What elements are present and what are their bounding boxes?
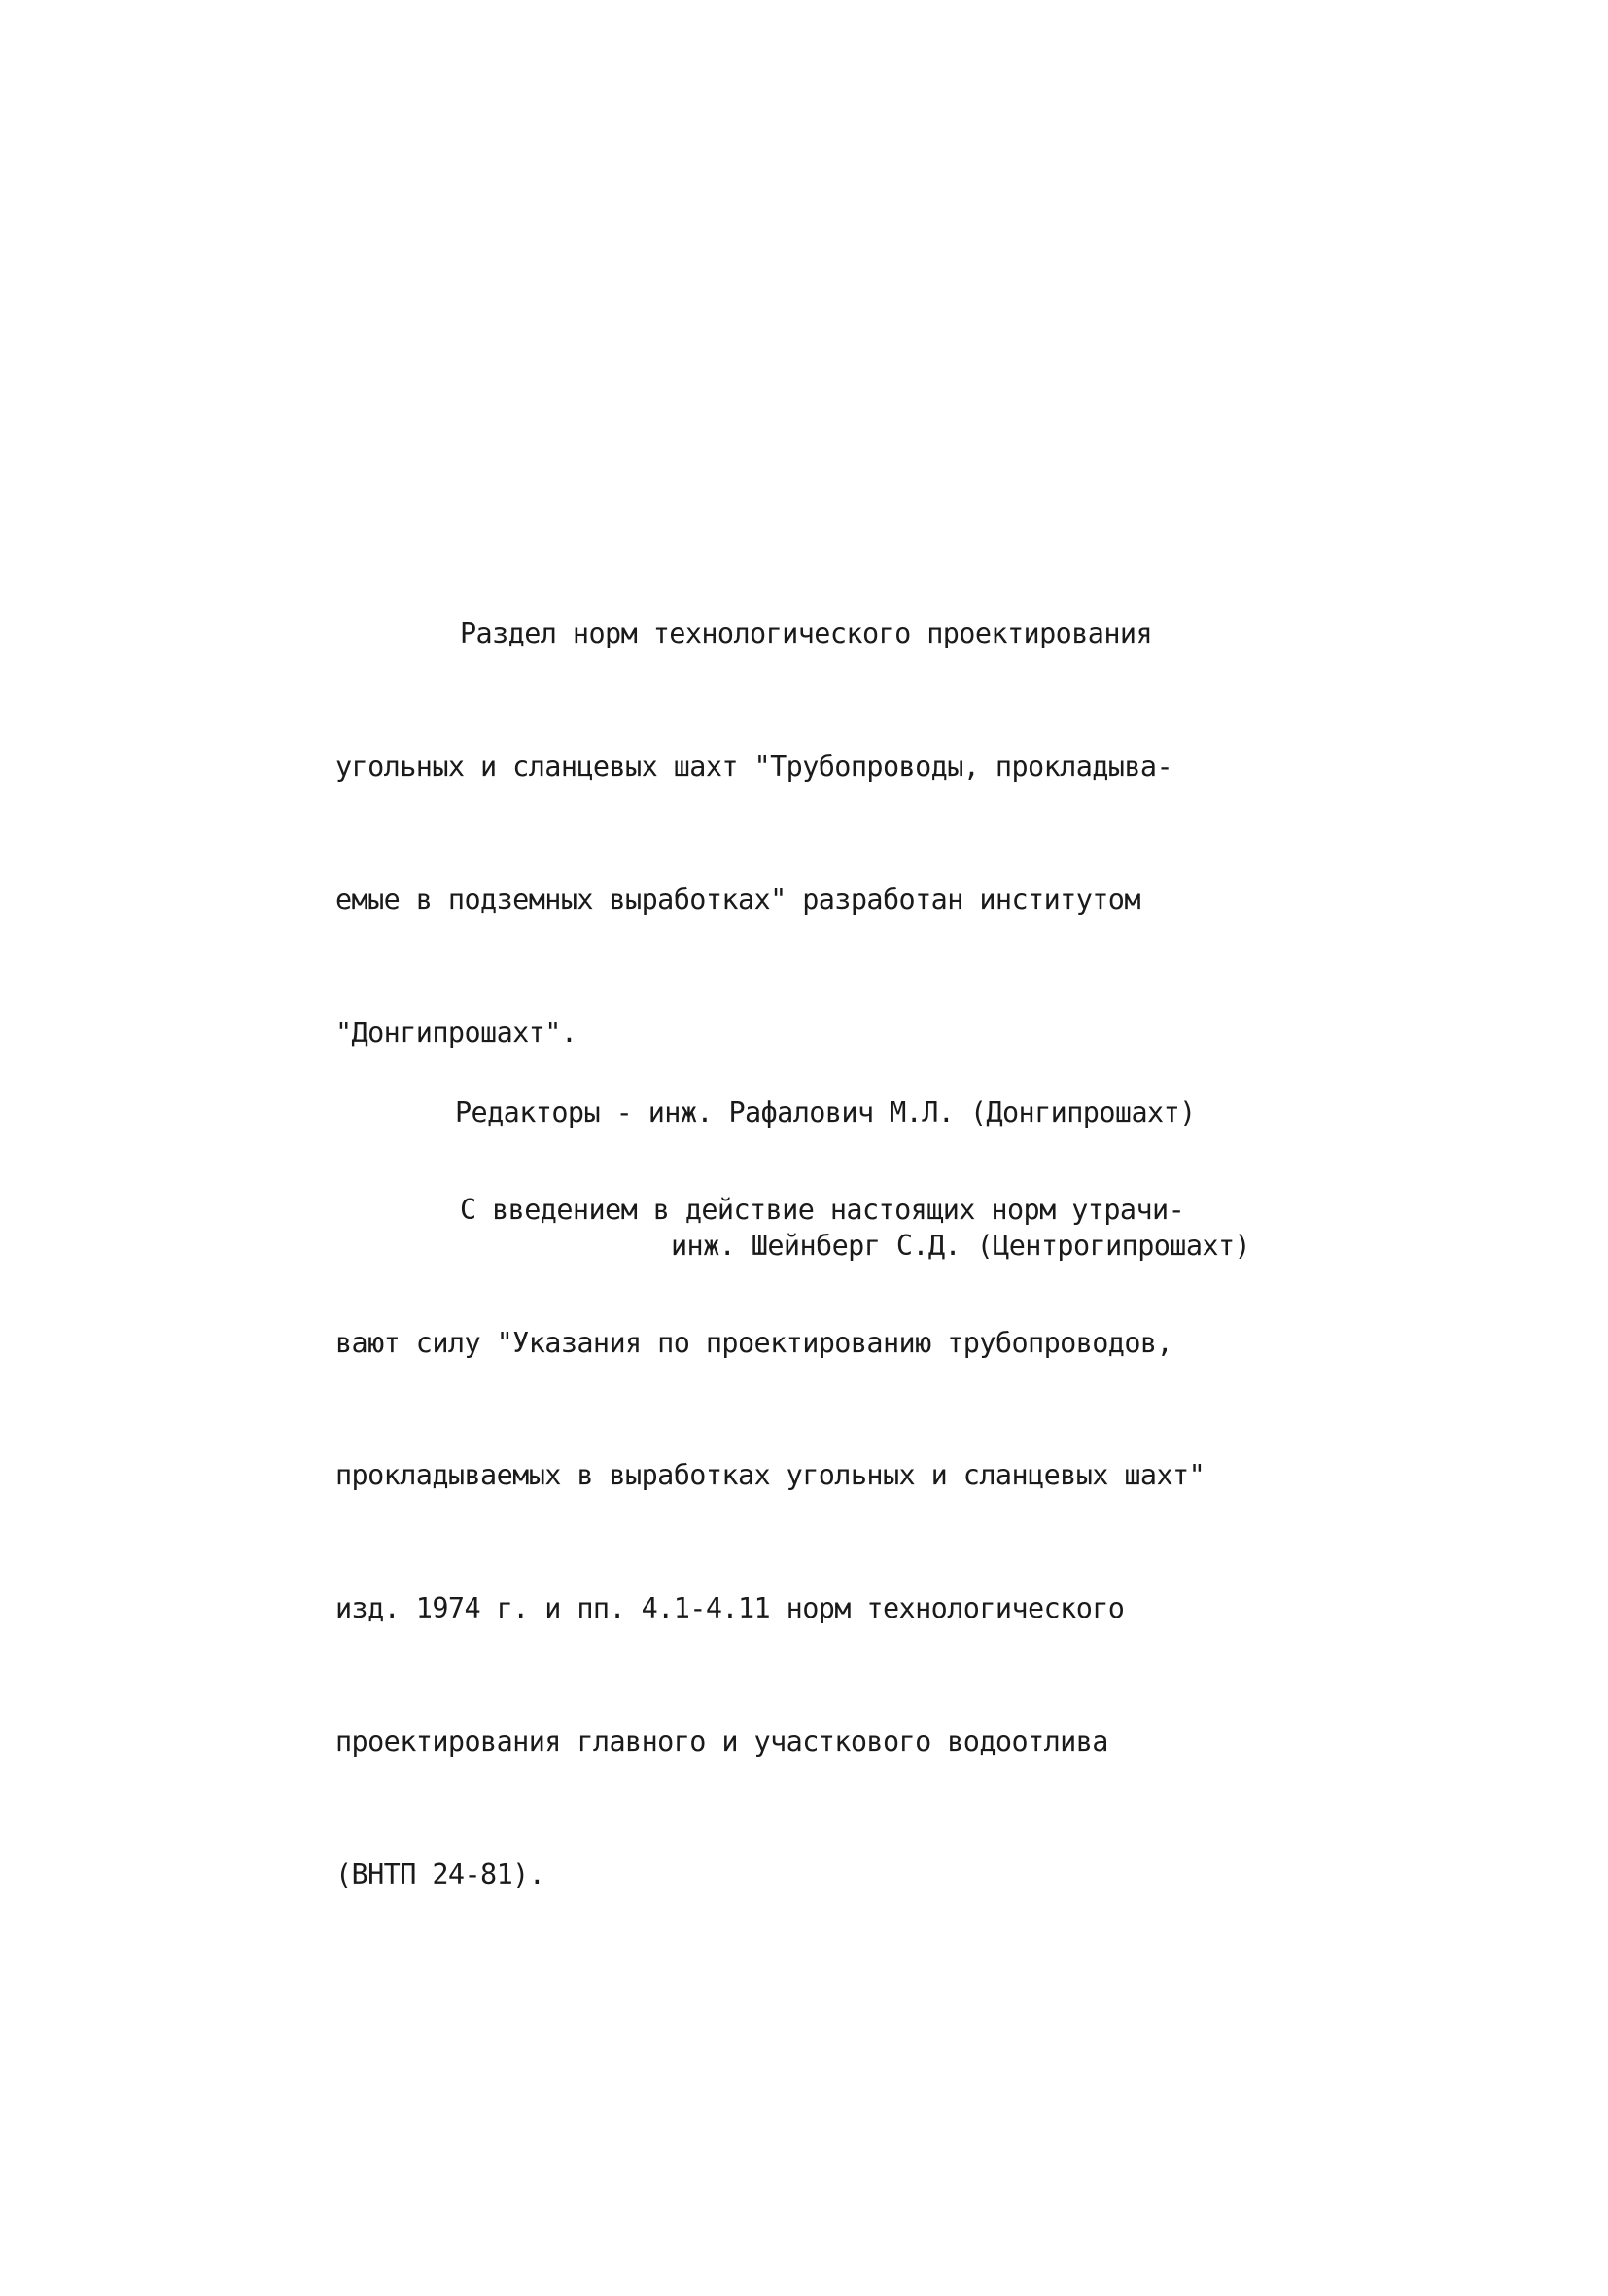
paragraph1-line-3: емые в подземных выработках" разработан институтом [335, 883, 1140, 916]
paragraph2-line-6: (ВНТП 24-81). [335, 1858, 545, 1891]
editors-block [455, 1002, 1250, 1357]
paragraph2-line-2: вают силу "Указания по проектированию трубопроводов, [335, 1326, 1173, 1359]
paragraph2-line-3: прокладываемых в выработках угольных и сланцевых шахт" [335, 1459, 1206, 1492]
editor-1: инж. Рафалович М.Л. (Донгипрошахт) [647, 1096, 1196, 1130]
paragraph1-line-4: "Донгипрошахт". [335, 1016, 577, 1049]
editors-row-1 [455, 1091, 1250, 1135]
paragraph2-line-1: С введением в действие настоящих норм утрачи- [460, 1193, 1185, 1226]
paragraph2-line-4: изд. 1974 г. и пп. 4.1-4.11 норм технологического [335, 1592, 1125, 1625]
editor-2: инж. Шейнберг С.Д. (Центрогипрошахт) [671, 1229, 1251, 1262]
editors-label: Редакторы - [455, 1096, 648, 1130]
paragraph1-line-2: угольных и сланцевых шахт "Трубопроводы, прокладыва- [335, 749, 1173, 783]
paragraph2-line-5: проектирования главного и участкового водоотлива [335, 1725, 1108, 1758]
paragraph1-line-1: Раздел норм технологического проектирования [460, 617, 1153, 650]
